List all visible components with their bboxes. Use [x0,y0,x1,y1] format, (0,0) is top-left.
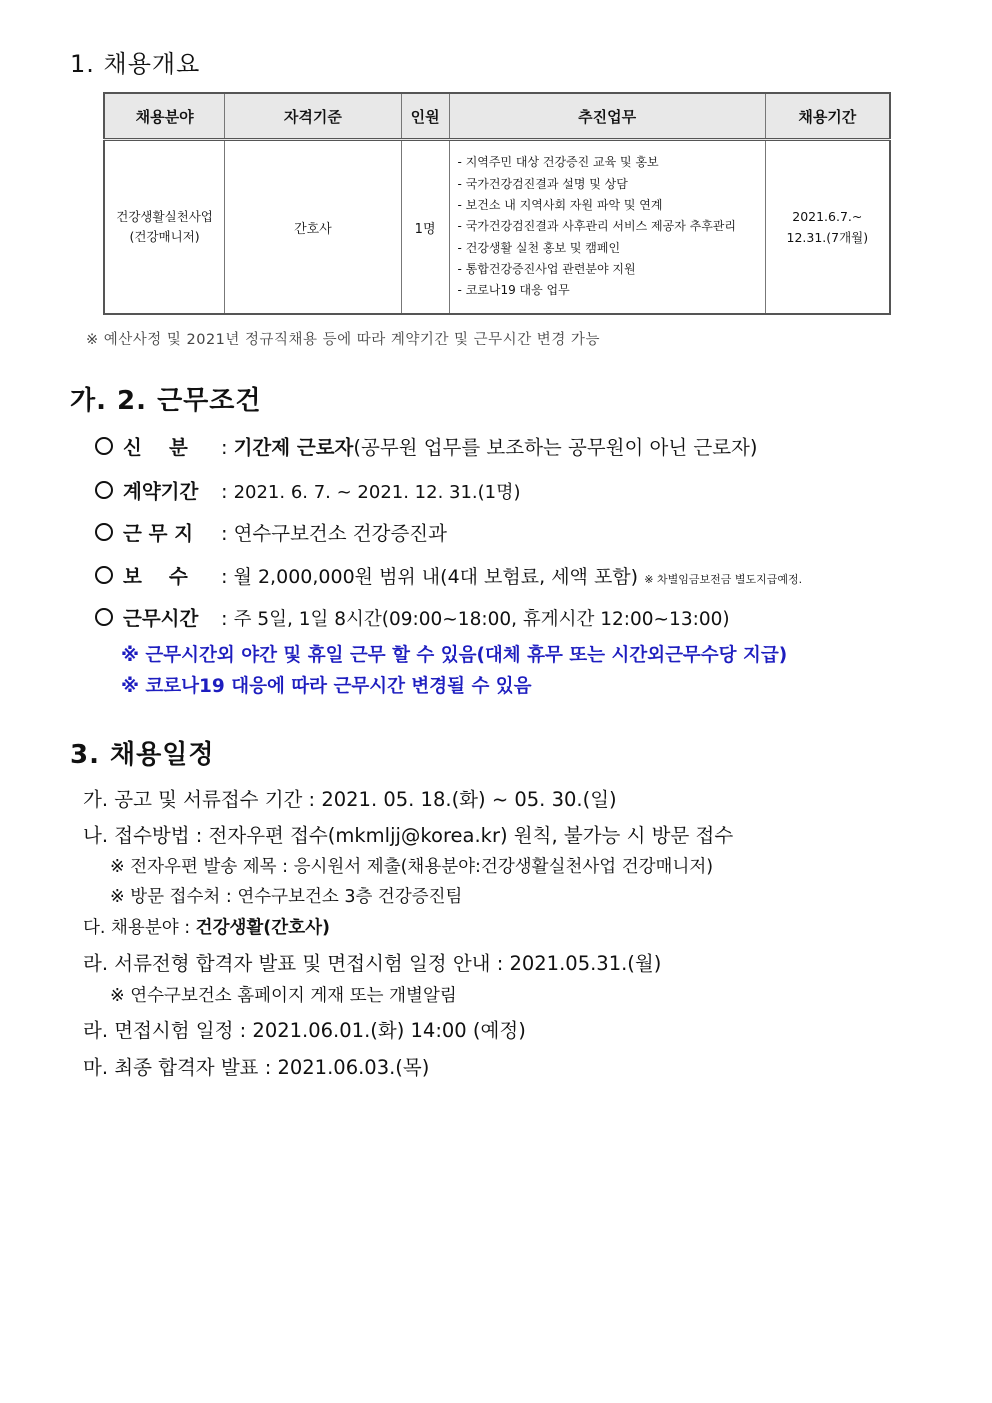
schedule-interview: 라. 면접시험 일정 : 2021.06.01.(화) 14:00 (예정) [83,1019,526,1042]
condition-key: 계약기간 [123,480,199,503]
cell-duties [449,140,765,315]
condition-key: 신 분 [123,436,188,459]
circle-bullet-icon [95,608,113,626]
schedule-announcement-period: 가. 공고 및 서류접수 기간 : 2021. 05. 18.(화) ~ 05. 30.(일) [83,788,617,811]
condition-salary: 보 수 : 월 2,000,000원 범위 내(4대 보험료, 세액 포함) ※ 차별임금보전금 별도지급예정. [95,561,802,589]
circle-bullet-icon [95,523,113,541]
header-field: 채용분야 [104,93,225,140]
header-period: 채용기간 [765,93,890,140]
cell-field [104,140,225,315]
condition-value: 월 2,000,000원 범위 내(4대 보험료, 세액 포함) [233,566,639,588]
condition-value: (공무원 업무를 보조하는 공무원이 아닌 근로자) [353,436,758,459]
condition-key: 근무시간 [123,607,199,630]
schedule-field [83,914,330,939]
condition-contract-period: 계약기간 : 2021. 6. 7. ~ 2021. 12. 31.(1명) [95,476,521,504]
schedule-document-results: 라. 서류전형 합격자 발표 및 면접시험 일정 안내 : 2021.05.31.(월) [83,952,662,975]
results-notice-note: ※ 연수구보건소 홈페이지 게재 또는 개별알림 [110,986,457,1006]
condition-value-bold: 기간제 근로자 [233,436,354,459]
condition-workplace: 근 무 지 : 연수구보건소 건강증진과 [95,518,447,546]
field-prefix: 다. 채용분야 : [83,918,196,938]
header-count: 인원 [401,93,449,140]
condition-value: 2021. 6. 7. ~ 2021. 12. 31.(1명) [233,482,521,503]
circle-bullet-icon [95,437,113,455]
visit-location-note: ※ 방문 접수처 : 연수구보건소 3층 건강증진팀 [110,887,463,907]
field-line2: (건강매니저) [129,229,200,244]
table-row [104,140,890,315]
circle-bullet-icon [95,481,113,499]
condition-working-hours: 근무시간 : 주 5일, 1일 8시간(09:00~18:00, 휴게시간 12:00~13:00) [95,603,730,631]
recruitment-overview-table [103,92,891,315]
condition-key: 근 무 지 [123,522,194,545]
condition-value: 주 5일, 1일 8시간(09:00~18:00, 휴게시간 12:00~13:00) [233,609,730,630]
field-value: 건강생활(간호사) [195,918,331,938]
section1-title: 1. 채용개요 [70,50,201,78]
section2-title: 가. 2. 근무조건 [70,386,262,416]
period-line1: 2021.6.7.~ [792,209,863,224]
schedule-application-method: 나. 접수방법 : 전자우편 접수(mkmljj@korea.kr) 원칙, 불가능 시 방문 접수 [83,824,734,847]
circle-bullet-icon [95,566,113,584]
duty-item: - 코로나19 대응 업무 [457,283,570,298]
cell-count: 1명 [401,140,449,315]
duty-item: - 지역주민 대상 건강증진 교육 및 홍보 [457,155,659,170]
duty-item: - 국가건강검진결과 사후관리 서비스 제공자 추후관리 [457,219,736,234]
section3-title: 3. 채용일정 [70,740,215,770]
overview-note: ※ 예산사정 및 2021년 정규직채용 등에 따라 계약기간 및 근무시간 변경 가능 [86,332,600,348]
cell-qualification: 간호사 [225,140,401,315]
working-hours-note-2: ※ 코로나19 대응에 따라 근무시간 변경될 수 있음 [121,676,532,697]
working-hours-note-1: ※ 근무시간외 야간 및 휴일 근무 할 수 있음(대체 휴무 또는 시간외근무수당 지급) [121,645,788,666]
field-line1: 건강생활실천사업 [116,209,213,224]
schedule-final-announcement: 마. 최종 합격자 발표 : 2021.06.03.(목) [83,1056,430,1079]
table-header-row [104,93,890,140]
condition-status: 신 분 : 기간제 근로자(공무원 업무를 보조하는 공무원이 아닌 근로자) [95,432,758,460]
period-line2: 12.31.(7개월) [786,230,869,245]
salary-note: ※ 차별임금보전금 별도지급예정. [644,573,803,586]
header-duties: 추진업무 [449,93,765,140]
duty-item: - 국가건강검진결과 설명 및 상담 [457,176,628,191]
email-subject-note: ※ 전자우편 발송 제목 : 응시원서 제출(채용분야:건강생활실천사업 건강매니저) [110,857,714,877]
condition-key: 보 수 [123,565,188,588]
duty-item: - 건강생활 실천 홍보 및 캠페인 [457,240,621,255]
condition-value: 연수구보건소 건강증진과 [233,522,447,545]
cell-period [765,140,890,315]
header-qualification: 자격기준 [225,93,401,140]
duty-item: - 통합건강증진사업 관련분야 지원 [457,261,636,276]
duty-item: - 보건소 내 지역사회 자원 파악 및 연계 [457,198,663,213]
